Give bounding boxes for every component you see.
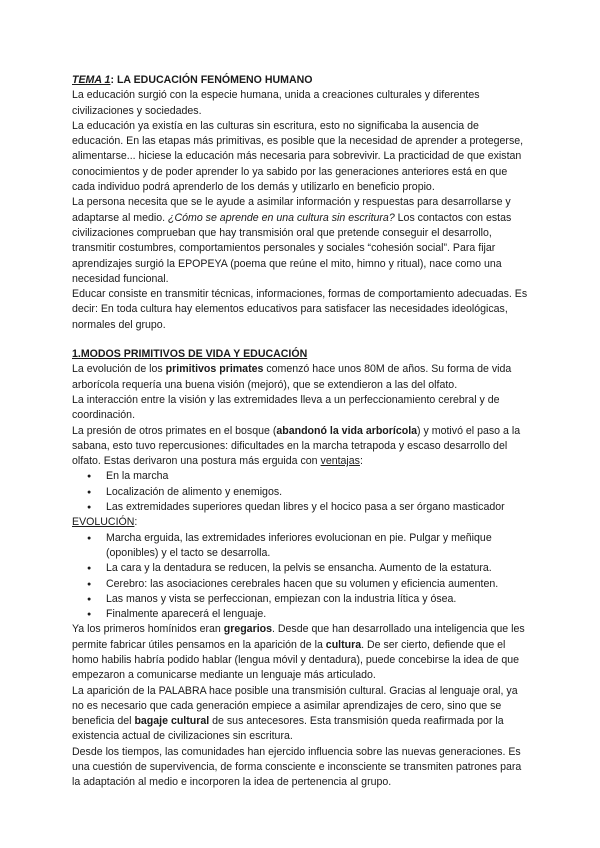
page-title: TEMA 1: LA EDUCACIÓN FENÓMENO HUMANO [72, 74, 313, 86]
paragraph-presion: La presión de otros primates en el bosque (abandonó la vida arborícola) y motivó el paso a la sabana, esto tuvo repercusiones: dificultades en la marcha tetrapoda y escaso desarrollo del olfato. Estas derivaron una postura más erguida con ventajas: [72, 424, 521, 468]
paragraph-gregarios: Ya los primeros homínidos eran gregarios. Desde que han desarrollado una inteligencia que les permite fabricar útiles pensamos en la aparición de la cultura. De ser cierto, defiende que el homo habilis habría podido hablar (lengua móvil y dentadura), puede concebirse la idea de que empezaron a comunicarse mediante un lenguaje más articulado. [72, 623, 525, 682]
list-item: ● Cerebro: las asociaciones cerebrales hacen que su volumen y eficiencia aumenten. [106, 577, 532, 592]
document-page [72, 73, 532, 791]
paragraph-interaccion: La interacción entre la visión y las extremidades lleva a un perfeccionamiento cerebral y de coordinación. [72, 393, 500, 422]
list-item: ● Marcha erguida, las extremidades inferiores evolucionan en pie. Pulgar y meñique (oponibles) y el tacto se desarrolla. [106, 531, 532, 562]
title-label: TEMA 1 [72, 74, 111, 86]
ventajas-list [72, 469, 532, 515]
paragraph-desde: Desde los tiempos, las comunidades han ejercido influencia sobre las nuevas generaciones. Es una cuestión de supervivencia, de forma consciente e inconsciente se transmiten patrones para la adaptación al medio e incorporen la idea de pertenencia al grupo. [72, 745, 522, 789]
paragraph-evolucion: La evolución de los primitivos primates comenzó hace unos 80M de años. Su forma de vida arborícola requería una buena visión (mejoró), que se extendieron a las del olfato. [72, 363, 512, 391]
paragraph-necesita: La persona necesita que se le ayude a asimilar información y respuestas para desarrollarse y adaptarse al medio. ¿Cómo se aprende en una cultura sin escritura? Los contactos con estas civilizaciones comprueban que hay transmisión oral que pretende conseguir el desarrollo, transmitir costumbres, comportamientos personales y sociales “cohesión social”. Para fijar aprendizajes surgió la EPOPEYA (poema que reúne el mito, himno y ritual), nace como una necesidad funcional. [72, 196, 512, 285]
section-heading: 1.MODOS PRIMITIVOS DE VIDA Y EDUCACIÓN [72, 348, 308, 361]
question-text: ¿Cómo se aprende en una cultura sin escritura? [168, 211, 395, 224]
list-item: ● Finalmente aparecerá el lenguaje. [106, 607, 532, 622]
paragraph-intro-2: La educación ya existía en las culturas sin escritura, esto no significaba la ausencia de educación. En las etapas más primitivas, es posible que la necesidad de aprender a protegerse, alimentarse... hiciese la educación más necesaria para sobrevivir. La practicidad de que existan conocimientos y de poder aprender lo ya sabido por las generaciones anteriores está en que cada individuo podrá aprenderlo de los demás y utilizarlo en beneficio propio. [72, 119, 524, 194]
paragraph-intro-1: La educación surgió con la especie humana, unida a creaciones culturales y diferentes civilizaciones y sociedades. [72, 89, 480, 117]
list-item: ● Localización de alimento y enemigos. [106, 485, 532, 500]
list-item: ● Las extremidades superiores quedan libres y el hocico pasa a ser órgano masticador [106, 500, 532, 515]
evolucion-list [72, 531, 532, 623]
paragraph-educar: Educar consiste en transmitir técnicas, informaciones, formas de comportamiento adecuadas. Es decir: En toda cultura hay elementos educativos para satisfacer las necesidades ideológicas, normales del grupo. [72, 288, 528, 331]
list-item: ● Las manos y vista se perfeccionan, empiezan con la industria lítica y ósea. [106, 592, 532, 607]
list-item: ● En la marcha [106, 469, 532, 484]
evolucion-label: EVOLUCIÓN: [72, 516, 138, 529]
title-text: LA EDUCACIÓN FENÓMENO HUMANO [114, 74, 313, 86]
paragraph-palabra: La aparición de la PALABRA hace posible una transmisión cultural. Gracias al lenguaje oral, ya no es necesario que cada generación empiece a asimilar aprendizajes de cero, sino que se beneficia del bagaje cultural de sus antecesores. Esta transmisión queda reafirmada por la existencia actual de civilizaciones sin escritura. [72, 684, 518, 743]
list-item: ● La cara y la dentadura se reducen, la pelvis se ensancha. Aumento de la estatura. [106, 561, 532, 576]
